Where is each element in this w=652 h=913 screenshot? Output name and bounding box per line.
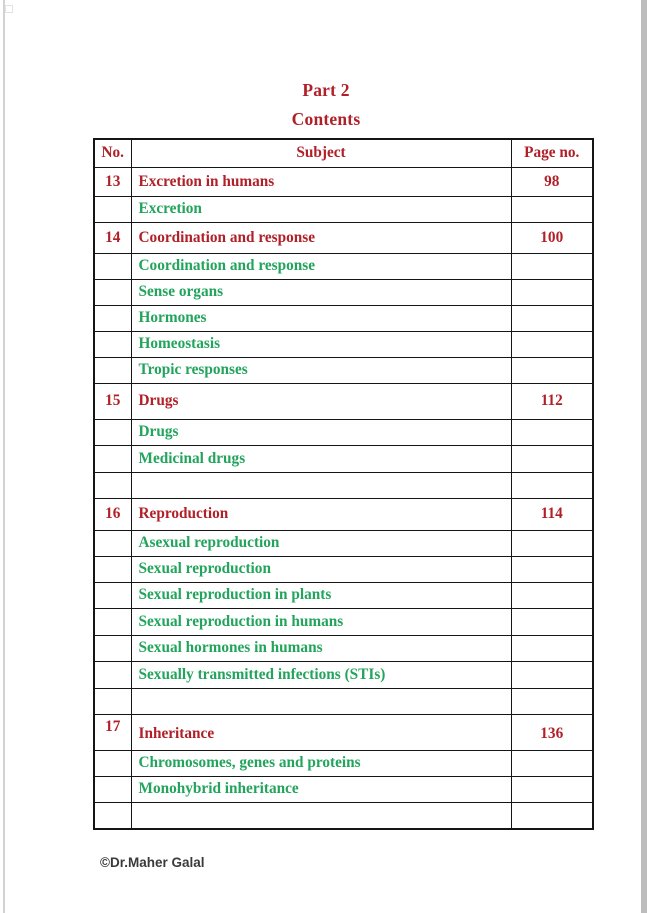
contents-title: Contents (291, 109, 361, 129)
row-subject: Sexually transmitted infections (STIs) (131, 661, 511, 688)
row-page (511, 472, 593, 498)
row-page: 98 (511, 167, 593, 196)
row-no (94, 582, 131, 608)
row-no (94, 530, 131, 556)
copyright-footer: ©Dr.Maher Galal (100, 855, 205, 870)
row-page (511, 196, 593, 222)
table-row-empty (94, 688, 593, 714)
table-row (94, 661, 593, 688)
row-subject: Hormones (131, 305, 511, 331)
row-page (511, 635, 593, 661)
table-row (94, 714, 593, 750)
row-no: 17 (94, 714, 131, 750)
row-subject: Coordination and response (131, 222, 511, 253)
table-row (94, 331, 593, 357)
row-subject: Sexual hormones in humans (131, 635, 511, 661)
row-subject: Reproduction (131, 498, 511, 530)
row-subject: Drugs (131, 419, 511, 445)
row-subject: Inheritance (131, 714, 511, 750)
row-page: 112 (511, 383, 593, 419)
contents-table (93, 138, 594, 830)
row-no (94, 196, 131, 222)
table-row-empty (94, 802, 593, 829)
row-page (511, 305, 593, 331)
row-no (94, 419, 131, 445)
row-no (94, 331, 131, 357)
header-page: Page no. (511, 139, 593, 167)
row-subject: Monohybrid inheritance (131, 776, 511, 802)
table-row (94, 582, 593, 608)
row-page (511, 608, 593, 635)
row-no (94, 661, 131, 688)
row-page (511, 331, 593, 357)
row-page: 114 (511, 498, 593, 530)
row-subject: Tropic responses (131, 357, 511, 383)
row-page (511, 802, 593, 829)
row-no (94, 279, 131, 305)
row-page (511, 661, 593, 688)
row-no (94, 688, 131, 714)
table-row (94, 357, 593, 383)
row-page (511, 445, 593, 472)
table-row (94, 383, 593, 419)
table-row (94, 222, 593, 253)
row-subject (131, 688, 511, 714)
row-no (94, 357, 131, 383)
row-subject: Sexual reproduction (131, 556, 511, 582)
row-no (94, 556, 131, 582)
table-row (94, 196, 593, 222)
table-row (94, 279, 593, 305)
row-no (94, 635, 131, 661)
row-no (94, 305, 131, 331)
row-subject: Chromosomes, genes and proteins (131, 750, 511, 776)
table-row (94, 635, 593, 661)
row-page (511, 750, 593, 776)
header-subject: Subject (131, 139, 511, 167)
row-subject: Sexual reproduction in plants (131, 582, 511, 608)
row-subject: Coordination and response (131, 253, 511, 279)
row-page (511, 776, 593, 802)
row-page: 100 (511, 222, 593, 253)
table-row (94, 498, 593, 530)
row-no (94, 253, 131, 279)
row-no: 14 (94, 222, 131, 253)
row-subject: Medicinal drugs (131, 445, 511, 472)
row-subject: Excretion (131, 196, 511, 222)
row-no: 15 (94, 383, 131, 419)
row-subject: Homeostasis (131, 331, 511, 357)
table-row (94, 556, 593, 582)
table-row (94, 419, 593, 445)
row-subject (131, 802, 511, 829)
table-row (94, 305, 593, 331)
row-no: 13 (94, 167, 131, 196)
row-page (511, 419, 593, 445)
table-row (94, 608, 593, 635)
row-subject: Drugs (131, 383, 511, 419)
page-corner-mark (5, 5, 13, 13)
row-subject: Sexual reproduction in humans (131, 608, 511, 635)
row-subject: Asexual reproduction (131, 530, 511, 556)
row-no: 16 (94, 498, 131, 530)
row-page (511, 582, 593, 608)
row-no (94, 776, 131, 802)
row-page (511, 279, 593, 305)
row-subject: Excretion in humans (131, 167, 511, 196)
table-row (94, 530, 593, 556)
row-no (94, 608, 131, 635)
row-page (511, 253, 593, 279)
row-no (94, 472, 131, 498)
table-row (94, 445, 593, 472)
row-no (94, 445, 131, 472)
table-row-empty (94, 472, 593, 498)
header-no: No. (94, 139, 131, 167)
part-title: Part 2 (302, 80, 350, 100)
page-edge-right (641, 0, 647, 913)
table-row (94, 750, 593, 776)
table-header-row (94, 139, 593, 167)
row-page: 136 (511, 714, 593, 750)
table-row (94, 167, 593, 196)
row-page (511, 688, 593, 714)
table-row (94, 776, 593, 802)
row-subject: Sense organs (131, 279, 511, 305)
page-edge-left (3, 0, 5, 913)
row-subject (131, 472, 511, 498)
row-no (94, 802, 131, 829)
table-row (94, 253, 593, 279)
row-page (511, 530, 593, 556)
row-page (511, 556, 593, 582)
row-page (511, 357, 593, 383)
row-no (94, 750, 131, 776)
